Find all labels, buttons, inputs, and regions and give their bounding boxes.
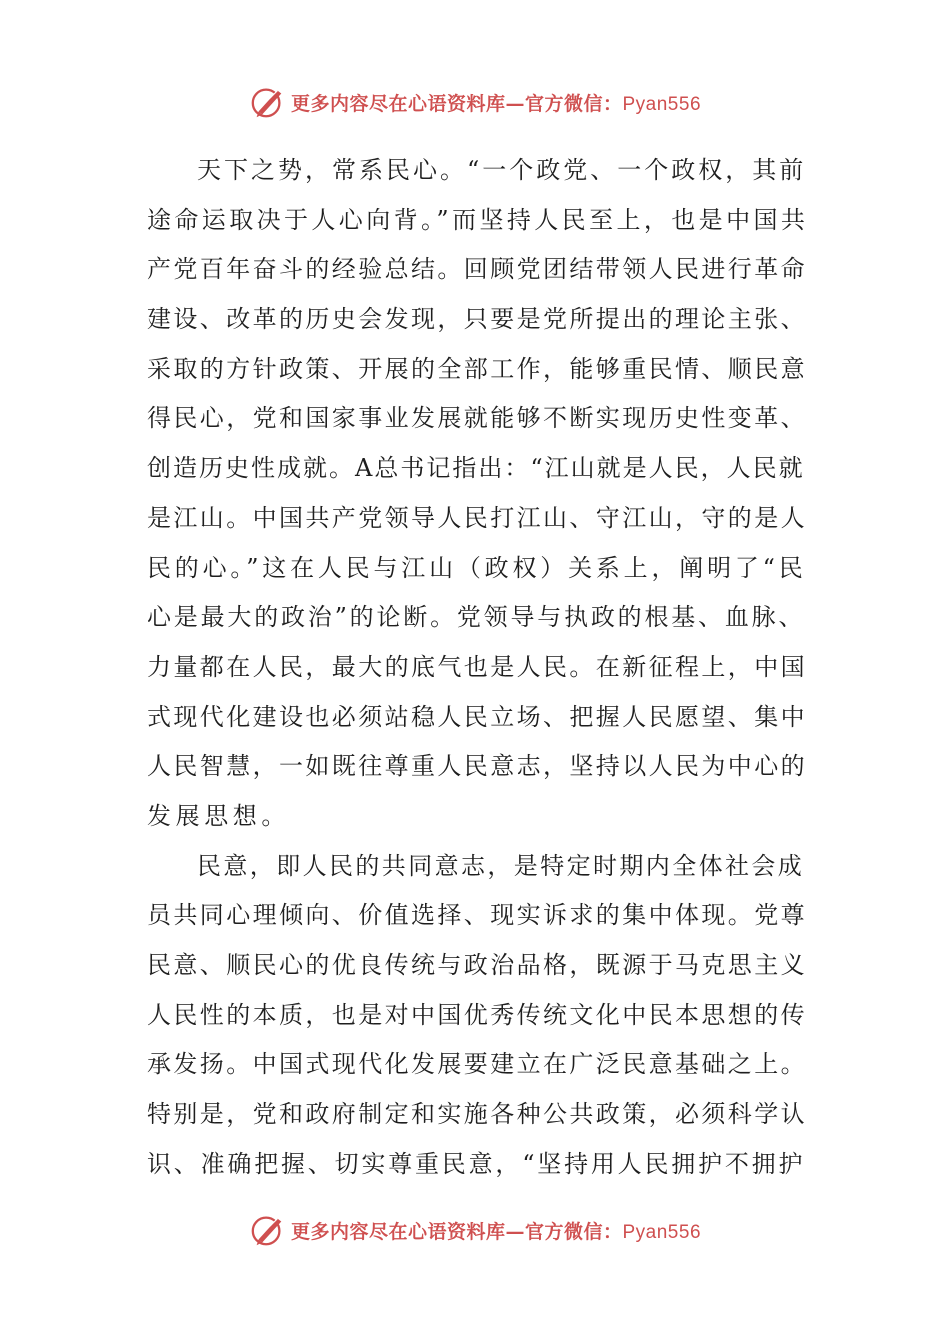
text-line: 特别是，党和政府制定和实施各种公共政策，必须科学认 xyxy=(147,1100,807,1129)
pen-logo-icon xyxy=(249,83,287,121)
text-line: 人民性的本质，也是对中国优秀传统文化中民本思想的传 xyxy=(147,1000,807,1029)
header-banner xyxy=(0,82,950,122)
text-line: 人民智慧，一如既往尊重人民意志，坚持以人民为中心的 xyxy=(147,752,807,781)
text-line: 建设、改革的历史会发现，只要是党所提出的理论主张、 xyxy=(147,305,807,334)
text-line: 产党百年奋斗的经验总结。回顾党团结带领人民进行革命 xyxy=(147,255,807,284)
text-line: 采取的方针政策、开展的全部工作，能够重民情、顺民意 xyxy=(147,354,807,383)
text-line: 式现代化建设也必须站稳人民立场、把握人民愿望、集中 xyxy=(147,702,807,731)
text-line: 是江山。中国共产党领导人民打江山、守江山，守的是人 xyxy=(147,503,807,532)
text-line: 创造历史性成就。A总书记指出：“江山就是人民，人民就 xyxy=(147,454,805,483)
banner-main-text: 更多内容尽在心语资料库—官方微信： xyxy=(290,1220,623,1243)
text-line: 员共同心理倾向、价值选择、现实诉求的集中体现。党尊 xyxy=(147,901,807,930)
banner-wechat-id: Pyan556 xyxy=(622,1221,702,1243)
document-body xyxy=(147,146,807,1189)
text-line: 天下之势，常系民心。“一个政党、一个政权，其前 xyxy=(197,156,807,184)
text-line: 民意、顺民心的优良传统与政治品格，既源于马克思主义 xyxy=(147,951,807,979)
footer-banner xyxy=(0,1210,950,1250)
paragraph-2 xyxy=(147,842,807,1190)
banner-main-text: 更多内容尽在心语资料库—官方微信： xyxy=(290,92,623,115)
paragraph-1 xyxy=(147,146,807,842)
text-line: 力量都在人民，最大的底气也是人民。在新征程上，中国 xyxy=(147,652,807,681)
text-line: 得民心，党和国家事业发展就能够不断实现历史性变革、 xyxy=(147,404,807,433)
banner-text xyxy=(291,1217,701,1244)
text-line: 承发扬。中国式现代化发展要建立在广泛民意基础之上。 xyxy=(147,1050,807,1079)
text-line: 民的心。”这在人民与江山（政权）关系上，阐明了“民 xyxy=(147,553,807,582)
pen-logo-icon xyxy=(249,1211,287,1249)
text-line: 民意，即人民的共同意志，是特定时期内全体社会成 xyxy=(197,851,805,880)
text-line: 发展思想。 xyxy=(147,801,290,830)
text-line: 识、准确把握、切实尊重民意，“坚持用人民拥护不拥护 xyxy=(147,1149,806,1178)
banner-wechat-id: Pyan556 xyxy=(622,93,702,115)
text-line: 途命运取决于人心向背。”而坚持人民至上，也是中国共 xyxy=(147,205,809,234)
text-line: 心是最大的政治”的论断。党领导与执政的根基、血脉、 xyxy=(147,603,806,632)
banner-text xyxy=(291,89,701,116)
